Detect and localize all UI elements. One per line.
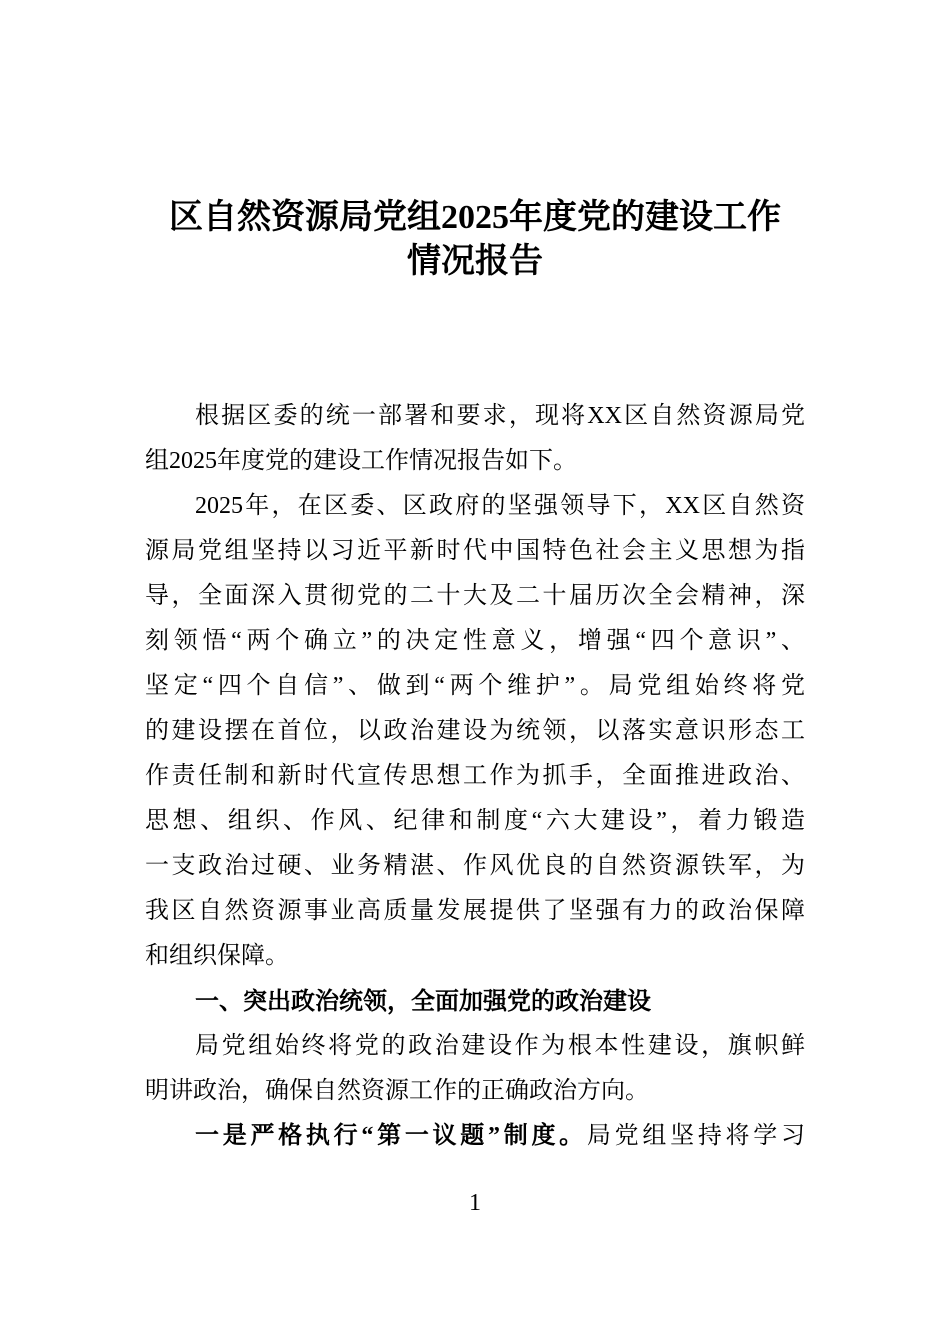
paragraph-line xyxy=(145,1114,805,1159)
paragraph-line: 根据区委的统一部署和要求，现将XX区自然资源局党 xyxy=(195,403,805,429)
paragraph-line: 组2025年度党的建设工作情况报告如下。 xyxy=(145,448,577,474)
document-title-line-2: 情况报告 xyxy=(407,243,543,280)
paragraph-line: 作责任制和新时代宣传思想工作为抓手，全面推进政治、 xyxy=(145,763,805,789)
document-body xyxy=(145,394,805,1159)
paragraph-line: 和组织保障。 xyxy=(145,943,289,969)
paragraph-line: 一支政治过硬、业务精湛、作风优良的自然资源铁军，为 xyxy=(145,853,805,879)
paragraph-line: 导，全面深入贯彻党的二十大及二十届历次全会精神，深 xyxy=(145,583,805,609)
paragraph-line: 刻领悟“两个确立”的决定性意义，增强“四个意识”、 xyxy=(145,628,805,654)
paragraph-line: 的建设摆在首位，以政治建设为统领，以落实意识形态工 xyxy=(145,718,805,744)
bold-lead: 一是严格执行“第一议题”制度。 xyxy=(195,1123,587,1149)
paragraph-text: 局党组坚持将学习 xyxy=(586,1123,806,1149)
paragraph-line: 思想、组织、作风、纪律和制度“六大建设”，着力锻造 xyxy=(145,808,805,834)
paragraph-line: 明讲政治，确保自然资源工作的正确政治方向。 xyxy=(145,1078,649,1104)
paragraph-line: 局党组始终将党的政治建设作为根本性建设，旗帜鲜 xyxy=(195,1033,805,1059)
paragraph-line: 我区自然资源事业高质量发展提供了坚强有力的政治保障 xyxy=(145,898,805,924)
paragraph-line: 坚定“四个自信”、做到“两个维护”。局党组始终将党 xyxy=(145,673,805,699)
paragraph-line: 源局党组坚持以习近平新时代中国特色社会主义思想为指 xyxy=(145,538,805,564)
paragraph-line: 2025年，在区委、区政府的坚强领导下，XX区自然资 xyxy=(195,493,805,519)
document-title-line-1: 区自然资源局党组2025年度党的建设工作 xyxy=(169,199,781,236)
page-number: 1 xyxy=(469,1190,481,1216)
section-heading: 一、突出政治统领，全面加强党的政治建设 xyxy=(195,988,651,1015)
